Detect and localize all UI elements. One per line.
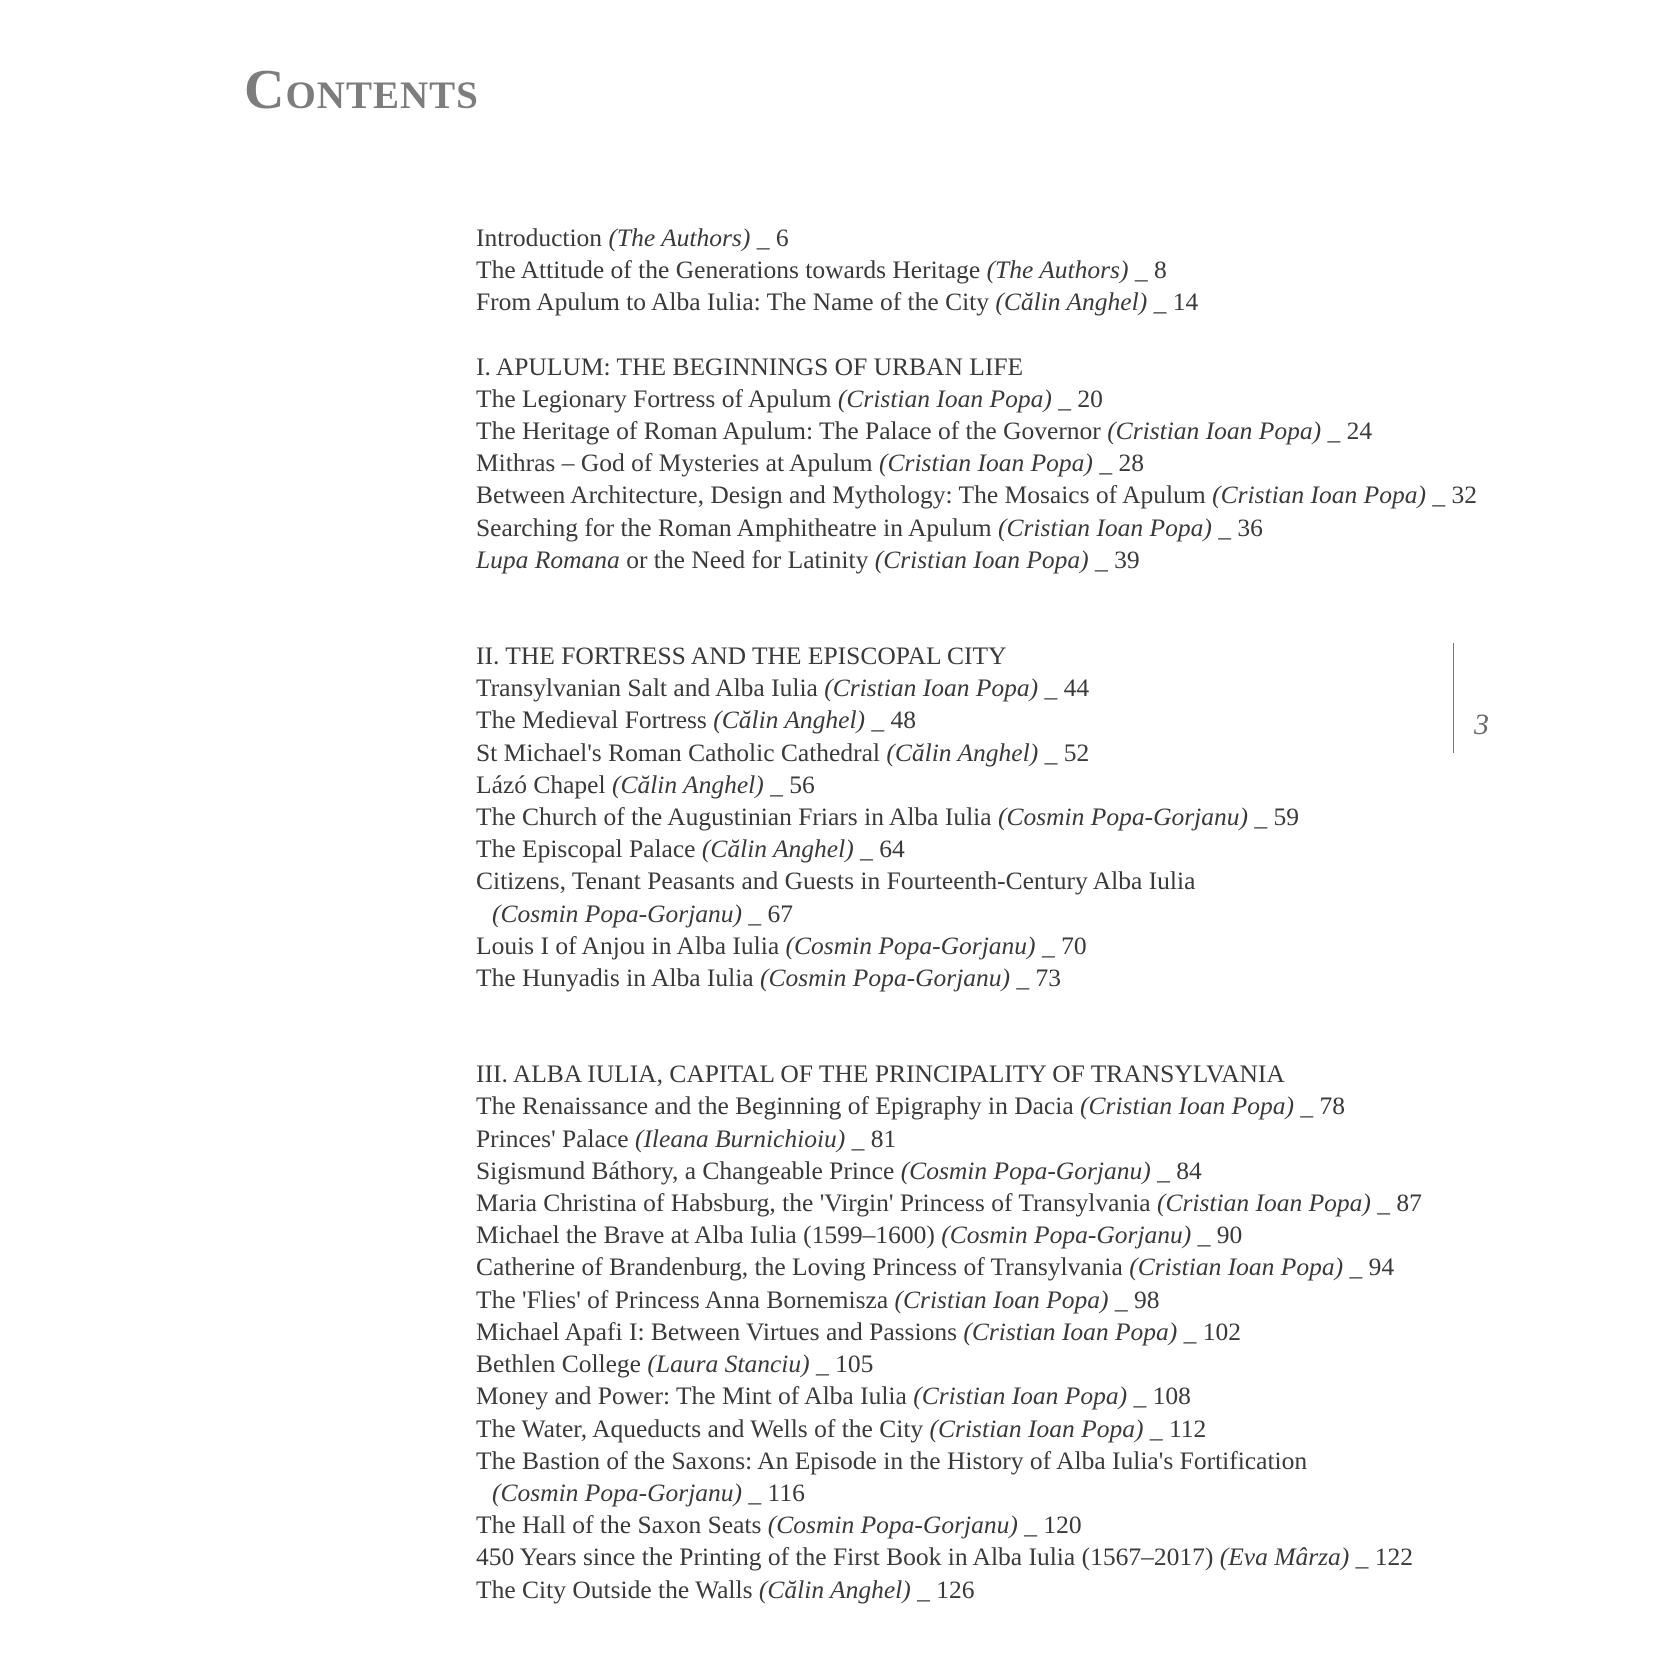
toc-entry-continuation[interactable]: [476, 1477, 1476, 1509]
entry-author: (Cristian Ioan Popa): [824, 673, 1039, 703]
entry-author: (Cristian Ioan Popa): [874, 544, 1089, 574]
entry-author: (Cosmin Popa-Gorjanu): [941, 1220, 1192, 1250]
entry-title: Princes' Palace: [476, 1123, 635, 1153]
entry-title: Lázó Chapel: [476, 769, 612, 799]
entry-title: The City Outside the Walls: [476, 1574, 759, 1604]
entry-author: (Cosmin Popa-Gorjanu): [767, 1510, 1018, 1540]
entry-page: _ 112: [1143, 1413, 1207, 1443]
entry-author: (Cosmin Popa-Gorjanu): [900, 1155, 1151, 1185]
entry-page: _ 56: [763, 769, 815, 799]
entry-title: 450 Years since the Printing of the First Book in Alba Iulia (1567–2017): [476, 1542, 1220, 1572]
entry-title: Mithras – God of Mysteries at Apulum: [476, 448, 880, 478]
entry-author: (Cosmin Popa-Gorjanu): [492, 1477, 743, 1507]
entry-page: _ 32: [1426, 480, 1477, 510]
toc-entry[interactable]: [476, 512, 1476, 544]
entry-page: _ 108: [1127, 1381, 1191, 1411]
entry-title: Searching for the Roman Amphitheatre in Apulum: [476, 512, 998, 542]
section-heading-2: II. THE FORTRESS AND THE EPISCOPAL CITY: [476, 641, 1007, 671]
entry-page: _ 81: [845, 1123, 897, 1153]
toc-entry[interactable]: [476, 930, 1476, 962]
toc-entry[interactable]: [476, 672, 1476, 704]
entry-page: _ 52: [1038, 737, 1090, 767]
page-title: Contents: [244, 59, 479, 121]
toc-entry[interactable]: [476, 1413, 1476, 1445]
entry-author: (Cristian Ioan Popa): [997, 512, 1212, 542]
entry-title: Between Architecture, Design and Mythology: The Mosaics of Apulum: [476, 480, 1213, 510]
toc-entry[interactable]: [476, 544, 1476, 576]
entry-title: The Episcopal Palace: [476, 834, 702, 864]
entry-author: (Călin Anghel): [758, 1574, 911, 1604]
entry-page: _ 78: [1293, 1091, 1345, 1121]
entry-title: The Bastion of the Saxons: An Episode in the History of Alba Iulia's Fortification: [476, 1445, 1308, 1475]
entry-author: (Cosmin Popa-Gorjanu): [492, 898, 743, 928]
entry-page: _ 87: [1370, 1188, 1422, 1218]
toc-entry[interactable]: [476, 801, 1476, 833]
entry-title: Maria Christina of Habsburg, the 'Virgin' Princess of Transylvania: [476, 1188, 1157, 1218]
entry-title: The Renaissance and the Beginning of Epigraphy in Dacia: [476, 1091, 1081, 1121]
entry-title: St Michael's Roman Catholic Cathedral: [476, 737, 887, 767]
entry-author: (Laura Stanciu): [647, 1349, 810, 1379]
entry-page: _ 6: [750, 223, 789, 252]
toc-entry[interactable]: [476, 447, 1476, 479]
entry-page: _ 102: [1177, 1316, 1242, 1346]
entry-page: _ 20: [1051, 383, 1103, 413]
entry-page: _ 44: [1038, 673, 1090, 703]
entry-author: (Eva Mârza): [1219, 1542, 1350, 1572]
entry-author: (Călin Anghel): [713, 705, 866, 735]
entry-title: The Attitude of the Generations towards Heritage: [476, 255, 987, 285]
entry-title: Louis I of Anjou in Alba Iulia: [476, 930, 786, 960]
entry-author: (Călin Anghel): [701, 834, 854, 864]
section-heading-3: III. ALBA IULIA, CAPITAL OF THE PRINCIPALITY OF TRANSYLVANIA: [476, 1059, 1285, 1089]
toc-entry[interactable]: [476, 737, 1476, 769]
entry-author: (Cristian Ioan Popa): [879, 448, 1093, 478]
entry-title: Money and Power: The Mint of Alba Iulia: [476, 1381, 914, 1411]
entry-author: (Ileana Burnichioiu): [634, 1123, 846, 1153]
toc-entry[interactable]: [476, 1219, 1476, 1251]
toc-entry[interactable]: [476, 704, 1476, 736]
entry-title: Michael the Brave at Alba Iulia (1599–1600): [476, 1220, 942, 1250]
entry-title: Transylvanian Salt and Alba Iulia: [476, 673, 825, 703]
entry-page: _ 105: [809, 1349, 874, 1379]
entry-title: The Hunyadis in Alba Iulia: [476, 963, 760, 993]
entry-title: The Medieval Fortress: [476, 705, 714, 735]
entry-page: _ 39: [1088, 544, 1140, 574]
section-spacer: [476, 319, 1476, 351]
toc-entry[interactable]: [476, 479, 1476, 511]
entry-page: _ 28: [1092, 448, 1144, 478]
toc-entry[interactable]: [476, 1284, 1476, 1316]
toc-entry[interactable]: [476, 1090, 1476, 1122]
entry-author: (Cosmin Popa-Gorjanu): [760, 963, 1011, 993]
entry-page: _ 122: [1349, 1542, 1414, 1572]
entry-author: (Cristian Ioan Popa): [1156, 1188, 1371, 1218]
entry-page: _ 120: [1017, 1510, 1082, 1540]
entry-title: The Heritage of Roman Apulum: The Palace of the Governor: [476, 416, 1108, 446]
entry-author: (Cristian Ioan Popa): [1212, 480, 1426, 510]
entry-page: _ 84: [1150, 1155, 1202, 1185]
toc-entry[interactable]: [476, 254, 1476, 286]
toc-entry[interactable]: [476, 1155, 1476, 1187]
entry-author: (Călin Anghel): [995, 287, 1148, 317]
entry-title: Bethlen College: [476, 1349, 648, 1379]
entry-title: Sigismund Báthory, a Changeable Prince: [476, 1155, 901, 1185]
entry-page: _ 94: [1343, 1252, 1395, 1282]
entry-author: (Cristian Ioan Popa): [894, 1284, 1109, 1314]
entry-page: _ 36: [1211, 512, 1263, 542]
entry-page: _ 8: [1128, 255, 1167, 285]
entry-page: _ 116: [742, 1477, 805, 1507]
toc-entry[interactable]: [476, 1445, 1476, 1477]
entry-author: (Cosmin Popa-Gorjanu): [785, 930, 1036, 960]
entry-title-italic: Lupa Romana: [476, 544, 620, 574]
page-number: 3: [1474, 708, 1489, 741]
entry-page: _ 64: [853, 834, 905, 864]
section-spacer: [476, 994, 1476, 1058]
toc-entry[interactable]: [476, 1251, 1476, 1283]
toc-entry[interactable]: [476, 833, 1476, 865]
entry-author: (Cristian Ioan Popa): [1080, 1091, 1294, 1121]
entry-author: (The Authors): [986, 255, 1129, 285]
entry-page: _ 48: [865, 705, 917, 735]
entry-author: (Călin Anghel): [886, 737, 1039, 767]
entry-page: _ 59: [1248, 802, 1299, 832]
entry-title: Citizens, Tenant Peasants and Guests in Fourteenth-Century Alba Iulia: [476, 866, 1196, 896]
entry-title: From Apulum to Alba Iulia: The Name of the City: [476, 287, 996, 317]
entry-page: _ 70: [1035, 930, 1087, 960]
entry-author: (Cristian Ioan Popa): [1129, 1252, 1344, 1282]
toc-entry[interactable]: [476, 1380, 1476, 1412]
entry-title: The Hall of the Saxon Seats: [476, 1510, 768, 1540]
entry-author: (Cosmin Popa-Gorjanu): [997, 802, 1248, 832]
entry-title: The Water, Aqueducts and Wells of the City: [476, 1413, 930, 1443]
toc-entry[interactable]: [476, 962, 1476, 994]
entry-author: (Cristian Ioan Popa): [929, 1413, 1144, 1443]
entry-page: _ 126: [910, 1574, 975, 1604]
toc-entry[interactable]: [476, 1348, 1476, 1380]
entry-page: _ 90: [1191, 1220, 1243, 1250]
entry-author: (The Authors): [608, 223, 751, 252]
entry-title: The Legionary Fortress of Apulum: [476, 383, 838, 413]
section-spacer: [476, 576, 1476, 640]
toc-entry-continuation[interactable]: [476, 898, 1476, 930]
toc-entry[interactable]: [476, 383, 1476, 415]
toc-entry[interactable]: [476, 1574, 1476, 1606]
entry-page: _ 98: [1108, 1284, 1160, 1314]
toc-entry[interactable]: [476, 1123, 1476, 1155]
toc-entry[interactable]: [476, 286, 1476, 318]
entry-title: Catherine of Brandenburg, the Loving Princess of Transylvania: [476, 1252, 1130, 1282]
entry-title: The 'Flies' of Princess Anna Bornemisza: [476, 1284, 895, 1314]
entry-page: _ 24: [1321, 416, 1373, 446]
section-heading-1: I. APULUM: THE BEGINNINGS OF URBAN LIFE: [476, 351, 1024, 381]
toc-entry[interactable]: [476, 1316, 1476, 1348]
entry-page: _ 73: [1010, 963, 1062, 993]
entry-title: The Church of the Augustinian Friars in Alba Iulia: [476, 802, 998, 832]
entry-title: Michael Apafi I: Between Virtues and Passions: [476, 1316, 964, 1346]
entry-author: (Cristian Ioan Popa): [1107, 416, 1322, 446]
toc-entry[interactable]: [476, 1541, 1476, 1573]
entry-title: or the Need for Latinity: [619, 544, 875, 574]
entry-author: (Cristian Ioan Popa): [837, 383, 1052, 413]
toc-entry[interactable]: [476, 1187, 1476, 1219]
entry-author: (Cristian Ioan Popa): [963, 1316, 1178, 1346]
page-number-rule: [1453, 643, 1454, 753]
entry-author: (Cristian Ioan Popa): [913, 1381, 1128, 1411]
table-of-contents: [476, 222, 1476, 1606]
entry-author: (Călin Anghel): [611, 769, 764, 799]
entry-title: Introduction: [476, 223, 609, 252]
toc-entry[interactable]: [476, 769, 1476, 801]
toc-entry[interactable]: [476, 415, 1476, 447]
toc-entry[interactable]: [476, 1509, 1476, 1541]
entry-page: _ 14: [1147, 287, 1199, 317]
toc-entry[interactable]: [476, 222, 1476, 254]
entry-page: _ 67: [742, 898, 794, 928]
toc-entry[interactable]: [476, 865, 1476, 897]
